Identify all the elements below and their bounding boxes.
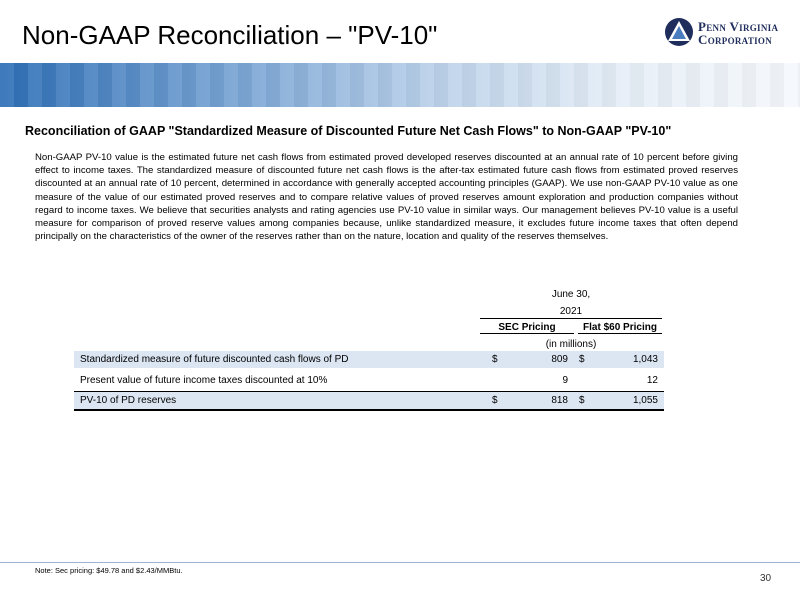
flat-value: 1,043 (632, 354, 658, 365)
table-date-line-1: June 30, (551, 289, 591, 300)
flat-value: 1,055 (632, 395, 658, 406)
table-row-total (74, 391, 664, 411)
section-subtitle: Reconciliation of GAAP "Standardized Measure of Discounted Future Net Cash Flows" to Non-GAAP "PV-10" (25, 124, 672, 138)
table-units: (in millions) (545, 339, 597, 350)
currency-symbol: $ (579, 354, 585, 365)
row-label: PV-10 of PD reserves (80, 395, 177, 406)
triangle-globe-icon (664, 17, 694, 49)
slide-title: Non-GAAP Reconciliation – "PV-10" (22, 20, 438, 50)
sec-value: 809 (551, 354, 568, 365)
table-row (74, 372, 664, 389)
footer-divider (0, 562, 800, 563)
table-row (74, 351, 664, 368)
pricing-footnote: Note: Sec pricing: $49.78 and $2.43/MMBtu. (35, 566, 183, 575)
sec-value: 9 (562, 375, 568, 386)
logo-line-2: Corporation (698, 32, 773, 47)
date-header-rule (480, 318, 662, 320)
currency-symbol: $ (579, 395, 585, 406)
row-label: Present value of future income taxes discounted at 10% (80, 375, 328, 386)
logo-line-1: Penn Virginia (698, 19, 779, 34)
table-date-line-2: 2021 (559, 306, 583, 317)
sec-value: 818 (551, 395, 568, 406)
header-banner (0, 63, 800, 107)
logo-wordmark (698, 20, 778, 46)
column-header-sec-pricing: SEC Pricing (480, 322, 574, 334)
currency-symbol: $ (492, 395, 498, 406)
pv10-definition-paragraph: Non-GAAP PV-10 value is the estimated future net cash flows from estimated proved developed reserves discounted at an annual rate of 10 percent before giving effect to income taxes. The standardized measure of discounted future net cash flows is the after-tax estimated future cash flows from estimated proved reserves discounted at an annual rate of 10 percent, determined in accordance with generally accepted accounting principles (GAAP). We use non-GAAP PV-10 value as one measure of the value of our estimated proved reserves and to compare relative values of proved reserves amount exploration and production companies without regard to income taxes. We believe that securities analysts and rating agencies use PV-10 value in similar ways. Our management believes PV-10 value is a useful measure for comparison of proved reserve values among companies because, unlike standardized measure, it excludes future income taxes that often depend principally on the characteristics of the owner of the reserves rather than on the nature, location and quality of the reserves themselves. (35, 152, 738, 243)
company-logo (664, 17, 794, 51)
currency-symbol: $ (492, 354, 498, 365)
row-label: Standardized measure of future discounted cash flows of PD (80, 354, 349, 365)
page-number: 30 (760, 573, 772, 584)
column-header-flat-pricing: Flat $60 Pricing (578, 322, 662, 334)
flat-value: 12 (646, 375, 658, 386)
